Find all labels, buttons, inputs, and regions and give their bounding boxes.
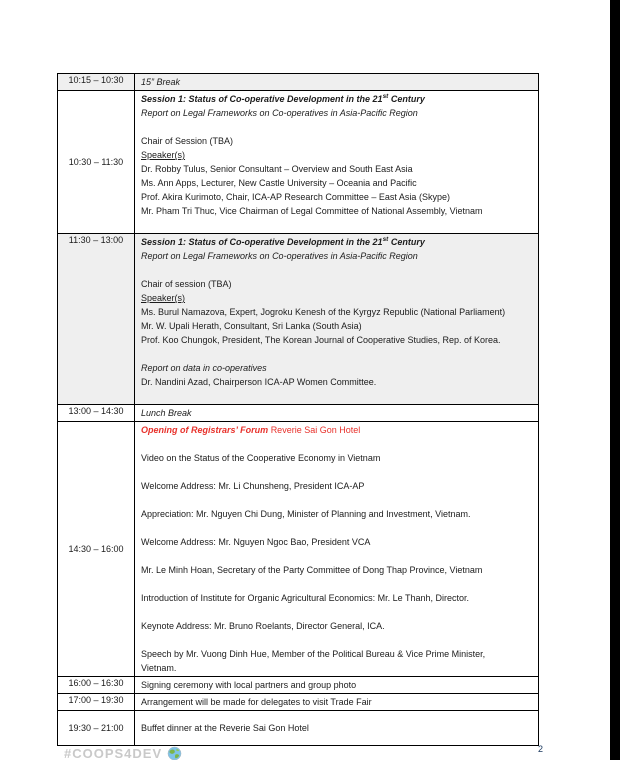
agenda-line bbox=[141, 721, 534, 735]
text-segment: Video on the Status of the Cooperative Economy in Vietnam bbox=[141, 453, 381, 463]
agenda-line bbox=[141, 134, 534, 148]
agenda-line bbox=[141, 695, 534, 709]
agenda-line bbox=[141, 120, 534, 134]
text-segment: Welcome Address: Mr. Li Chunsheng, President ICA-AP bbox=[141, 481, 365, 491]
time-cell bbox=[58, 405, 135, 421]
agenda-line bbox=[141, 619, 534, 633]
agenda-line bbox=[141, 291, 534, 305]
text-segment: Century bbox=[388, 237, 425, 247]
agenda-line bbox=[141, 451, 534, 465]
text-segment: Mr. Pham Tri Thuc, Vice Chairman of Legal Committee of National Assembly, Vietnam bbox=[141, 206, 483, 216]
time-cell bbox=[58, 711, 135, 745]
agenda-line bbox=[141, 106, 534, 120]
description-cell bbox=[135, 74, 538, 90]
time-range: 11:30 – 13:00 bbox=[68, 235, 124, 245]
page-number: 2 bbox=[538, 744, 544, 754]
text-segment: Buffet dinner at the Reverie Sai Gon Hotel bbox=[141, 723, 309, 733]
table-row bbox=[58, 91, 538, 234]
agenda-line bbox=[141, 75, 534, 89]
text-segment: Dr. Nandini Azad, Chairperson ICA-AP Women Committee. bbox=[141, 377, 377, 387]
page-footer bbox=[64, 746, 182, 760]
globe-icon bbox=[167, 746, 182, 760]
table-row bbox=[58, 74, 538, 91]
table-row bbox=[58, 677, 538, 694]
agenda-line bbox=[141, 277, 534, 291]
description-cell bbox=[135, 91, 538, 233]
time-range: 17:00 – 19:30 bbox=[68, 695, 124, 705]
agenda-line bbox=[141, 204, 534, 218]
table-row bbox=[58, 422, 538, 677]
time-range: 10:15 – 10:30 bbox=[68, 75, 124, 85]
agenda-line bbox=[141, 235, 534, 249]
agenda-line bbox=[141, 176, 534, 190]
text-segment: Report on data in co-operatives bbox=[141, 363, 267, 373]
agenda-table bbox=[57, 73, 539, 746]
time-cell bbox=[58, 91, 135, 233]
time-cell bbox=[58, 234, 135, 404]
agenda-line bbox=[141, 249, 534, 263]
table-row bbox=[58, 405, 538, 422]
scan-edge-strip bbox=[610, 0, 620, 760]
text-segment: Keynote Address: Mr. Bruno Roelants, Director General, ICA. bbox=[141, 621, 385, 631]
time-range: 10:30 – 11:30 bbox=[68, 157, 124, 167]
agenda-line bbox=[141, 218, 534, 232]
text-segment: Report on Legal Frameworks on Co-operatives in Asia-Pacific Region bbox=[141, 251, 418, 261]
description-cell bbox=[135, 711, 538, 745]
text-segment: Mr. Le Minh Hoan, Secretary of the Party Committee of Dong Thap Province, Vietnam bbox=[141, 565, 483, 575]
text-segment: Welcome Address: Mr. Nguyen Ngoc Bao, President VCA bbox=[141, 537, 371, 547]
time-range: 16:00 – 16:30 bbox=[68, 678, 124, 688]
text-segment: Arrangement will be made for delegates to visit Trade Fair bbox=[141, 697, 372, 707]
text-segment: Introduction of Institute for Organic Agricultural Economics: Mr. Le Thanh, Director. bbox=[141, 593, 469, 603]
agenda-line bbox=[141, 605, 534, 619]
agenda-line bbox=[141, 563, 534, 577]
time-cell bbox=[58, 677, 135, 693]
text-segment: Prof. Akira Kurimoto, Chair, ICA-AP Research Committee – East Asia (Skype) bbox=[141, 192, 450, 202]
agenda-line bbox=[141, 406, 534, 420]
agenda-line bbox=[141, 591, 534, 605]
time-range: 13:00 – 14:30 bbox=[68, 406, 124, 416]
text-segment: Opening of Registrars’ Forum bbox=[141, 425, 271, 435]
agenda-line bbox=[141, 493, 534, 507]
agenda-line bbox=[141, 647, 534, 661]
text-segment: Ms. Ann Apps, Lecturer, New Castle University – Oceania and Pacific bbox=[141, 178, 417, 188]
text-segment: 15” Break bbox=[141, 77, 181, 87]
text-segment: Speaker(s) bbox=[141, 150, 186, 160]
text-segment: Prof. Koo Chungok, President, The Korean Journal of Cooperative Studies, Rep. of Korea. bbox=[141, 335, 501, 345]
description-cell bbox=[135, 677, 538, 693]
agenda-line bbox=[141, 148, 534, 162]
agenda-line bbox=[141, 389, 534, 403]
agenda-line bbox=[141, 577, 534, 591]
agenda-line bbox=[141, 633, 534, 647]
text-segment: Vietnam. bbox=[141, 663, 177, 673]
text-segment: Report on Legal Frameworks on Co-operatives in Asia-Pacific Region bbox=[141, 108, 418, 118]
text-segment: Chair of Session (TBA) bbox=[141, 136, 234, 146]
agenda-line bbox=[141, 507, 534, 521]
agenda-line bbox=[141, 347, 534, 361]
agenda-line bbox=[141, 92, 534, 106]
agenda-line bbox=[141, 521, 534, 535]
table-row bbox=[58, 234, 538, 405]
agenda-line bbox=[141, 319, 534, 333]
text-segment: st bbox=[382, 236, 389, 243]
text-segment: Reverie Sai Gon Hotel bbox=[270, 425, 361, 435]
description-cell bbox=[135, 694, 538, 710]
footer-hashtag: #COOPS4DEV bbox=[64, 746, 163, 760]
text-segment: Dr. Robby Tulus, Senior Consultant – Overview and South East Asia bbox=[141, 164, 413, 174]
agenda-line bbox=[141, 190, 534, 204]
text-segment: Speech by Mr. Vuong Dinh Hue, Member of the Political Bureau & Vice Prime Minister, bbox=[141, 649, 486, 659]
agenda-line bbox=[141, 479, 534, 493]
time-cell bbox=[58, 694, 135, 710]
agenda-line bbox=[141, 263, 534, 277]
table-row bbox=[58, 694, 538, 711]
text-segment: Appreciation: Mr. Nguyen Chi Dung, Minister of Planning and Investment, Vietnam. bbox=[141, 509, 471, 519]
text-segment: Speaker(s) bbox=[141, 293, 186, 303]
agenda-line bbox=[141, 423, 534, 437]
text-segment: Session 1: Status of Co-operative Development in the 21 bbox=[141, 94, 383, 104]
text-segment: Ms. Burul Namazova, Expert, Jogroku Kenesh of the Kyrgyz Republic (National Parliament) bbox=[141, 307, 506, 317]
agenda-line bbox=[141, 678, 534, 692]
agenda-line bbox=[141, 305, 534, 319]
text-segment: Century bbox=[388, 94, 425, 104]
text-segment: Mr. W. Upali Herath, Consultant, Sri Lanka (South Asia) bbox=[141, 321, 362, 331]
description-cell bbox=[135, 234, 538, 404]
agenda-line bbox=[141, 661, 534, 675]
table-row bbox=[58, 711, 538, 745]
time-cell bbox=[58, 74, 135, 90]
description-cell bbox=[135, 405, 538, 421]
agenda-line bbox=[141, 162, 534, 176]
agenda-line bbox=[141, 361, 534, 375]
agenda-line bbox=[141, 375, 534, 389]
agenda-line bbox=[141, 437, 534, 451]
time-range: 14:30 – 16:00 bbox=[68, 544, 124, 554]
time-range: 19:30 – 21:00 bbox=[68, 723, 124, 733]
agenda-line bbox=[141, 535, 534, 549]
text-segment: Session 1: Status of Co-operative Development in the 21 bbox=[141, 237, 383, 247]
text-segment: Signing ceremony with local partners and group photo bbox=[141, 680, 357, 690]
text-segment: Chair of session (TBA) bbox=[141, 279, 232, 289]
agenda-line bbox=[141, 465, 534, 479]
text-segment: Lunch Break bbox=[141, 408, 192, 418]
description-cell bbox=[135, 422, 538, 676]
agenda-line bbox=[141, 549, 534, 563]
agenda-line bbox=[141, 333, 534, 347]
time-cell bbox=[58, 422, 135, 676]
text-segment: st bbox=[382, 93, 389, 100]
